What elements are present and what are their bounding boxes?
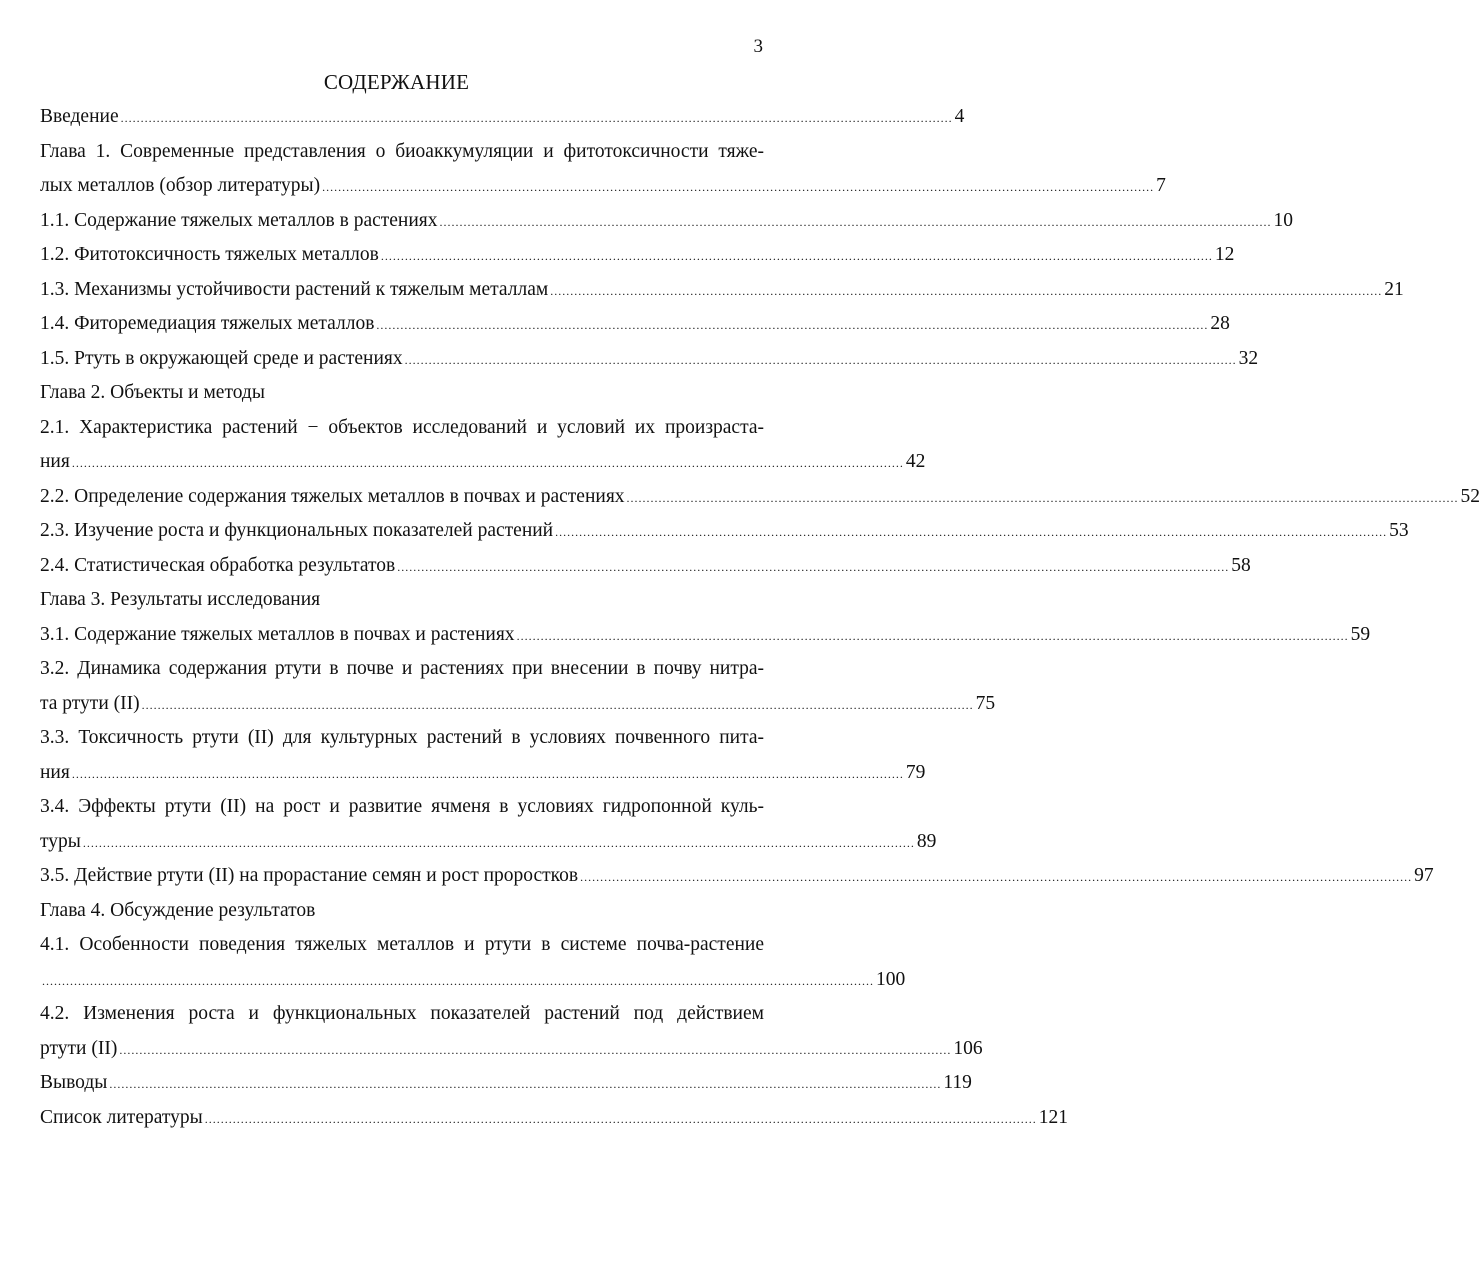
toc-entry-title-line1: Глава 1. Современные представления о биоаккумуляции и фитотоксичности тяже- [40, 140, 764, 162]
toc-entry-continuation [40, 169, 1166, 204]
toc-entry-title-line1: 4.2. Изменения роста и функциональных показателей растений под действием [40, 1003, 764, 1024]
toc-entry-title-line2: ния [40, 761, 70, 783]
toc-entry [40, 1101, 1068, 1136]
dot-leader: ................................................................................................................................................................................................................ [119, 1042, 952, 1057]
toc-entry-page: 53 [1389, 520, 1409, 541]
dot-leader: ................................................................................................................................................................................................................ [82, 835, 915, 850]
dot-leader: ................................................................................................................................................................................................................ [141, 697, 974, 712]
dot-leader: ................................................................................................................................................................................................................ [439, 214, 1272, 229]
dot-leader: ................................................................................................................................................................................................................ [555, 525, 1388, 539]
toc-entry-title-line1: 3.3. Токсичность ртути (II) для культурных растений в условиях почвенного пита- [40, 727, 764, 748]
toc-chapter-heading: Глава 2. Объекты и методы [40, 382, 265, 403]
toc-entry [40, 100, 965, 135]
toc-entry-page: 32 [1238, 347, 1259, 369]
toc-entry-continuation [40, 825, 937, 860]
dot-leader: ................................................................................................................................................................................................................ [516, 628, 1349, 643]
toc-entry [40, 618, 1371, 653]
toc-entry-title: 1.5. Ртуть в окружающей среде и растениях [40, 347, 403, 369]
toc-entry-page: 89 [916, 830, 937, 852]
toc-entry-title-line2: туры [40, 830, 81, 852]
toc-entry-continuation [40, 756, 926, 791]
dot-leader: ................................................................................................................................................................................................................ [322, 180, 1155, 194]
toc-entry [40, 204, 1294, 239]
toc-entry [40, 997, 764, 1032]
toc-entry-page: 12 [1214, 244, 1235, 265]
table-of-contents [40, 100, 1480, 1135]
toc-entry-title: Выводы [40, 1072, 108, 1093]
toc-entry-title: Список литературы [40, 1106, 203, 1128]
toc-chapter-heading: Глава 4. Обсуждение результатов [40, 899, 316, 921]
toc-entry-title: 1.3. Механизмы устойчивости растений к тяжелым металлам [40, 278, 549, 300]
toc-entry-title: Введение [40, 106, 119, 127]
toc-entry [40, 273, 1404, 308]
toc-entry-title-line1: 4.1. Особенности поведения тяжелых металлов и ртути в системе почва-растение [40, 934, 764, 955]
toc-entry-title: 1.1. Содержание тяжелых металлов в растениях [40, 209, 438, 231]
dot-leader: ................................................................................................................................................................................................................ [71, 456, 904, 470]
toc-entry [40, 135, 764, 170]
toc-entry [40, 1066, 972, 1101]
toc-entry-title: 3.1. Содержание тяжелых металлов в почвах и растениях [40, 623, 515, 645]
toc-entry-title-line2: ртути (II) [40, 1037, 118, 1059]
toc-entry [40, 549, 1251, 584]
toc-entry-page: 52 [1460, 485, 1480, 507]
toc-entry-page: 121 [1038, 1106, 1068, 1128]
dot-leader: ................................................................................................................................................................................................................ [404, 352, 1237, 367]
toc-entry [40, 307, 1230, 342]
toc-entry-continuation [40, 1032, 983, 1067]
toc-entry-page: 28 [1210, 313, 1230, 334]
dot-leader: ................................................................................................................................................................................................................ [580, 870, 1413, 884]
toc-entry-continuation [40, 687, 996, 722]
toc-chapter-heading: Глава 3. Результаты исследования [40, 589, 321, 610]
toc-entry [40, 652, 764, 687]
toc-entry-page: 106 [953, 1037, 983, 1059]
dot-leader: ................................................................................................................................................................................................................ [376, 318, 1209, 332]
dot-leader: ................................................................................................................................................................................................................ [120, 111, 953, 125]
page-title: СОДЕРЖАНИЕ [323, 70, 470, 94]
toc-entry [40, 859, 1434, 894]
toc-entry-title: 2.2. Определение содержания тяжелых металлов в почвах и растениях [40, 485, 625, 507]
toc-entry [40, 721, 764, 756]
toc-entry-title: 1.4. Фиторемедиация тяжелых металлов [40, 313, 375, 334]
toc-entry [40, 928, 764, 963]
toc-entry-title-line1: 3.4. Эффекты ртути (II) на рост и развитие ячменя в условиях гидропонной куль- [40, 796, 764, 817]
toc-entry-title: 2.4. Статистическая обработка результатов [40, 554, 396, 576]
dot-leader: ................................................................................................................................................................................................................ [109, 1077, 942, 1091]
toc-entry-page: 10 [1273, 209, 1294, 231]
toc-entry-continuation [40, 963, 906, 998]
toc-entry-title-line1: 2.1. Характеристика растений − объектов исследований и условий их произраста- [40, 416, 764, 438]
toc-entry [40, 514, 1409, 549]
dot-leader: ................................................................................................................................................................................................................ [550, 283, 1383, 298]
toc-entry-title-line2: ния [40, 451, 70, 472]
toc-entry-page: 21 [1384, 278, 1404, 300]
toc-entry [40, 342, 1259, 377]
toc-entry-page: 75 [975, 692, 996, 714]
toc-entry-title-line1: 3.2. Динамика содержания ртути в почве и растениях при внесении в почву нитра- [40, 658, 764, 679]
toc-entry [40, 238, 1235, 273]
toc-entry-page: 59 [1350, 623, 1371, 645]
dot-leader: ................................................................................................................................................................................................................ [397, 559, 1230, 574]
page-number: 3 [753, 36, 763, 57]
toc-entry-title: 1.2. Фитотоксичность тяжелых металлов [40, 244, 379, 265]
dot-leader: ................................................................................................................................................................................................................ [42, 973, 874, 988]
toc-entry [40, 480, 1480, 515]
toc-entry [40, 790, 764, 825]
dot-leader: ................................................................................................................................................................................................................ [204, 1111, 1037, 1126]
toc-entry-title-line2: та ртути (II) [40, 692, 140, 714]
toc-entry-page: 58 [1231, 554, 1251, 576]
dot-leader: ................................................................................................................................................................................................................ [71, 766, 904, 781]
toc-entry-title-line2: лых металлов (обзор литературы) [40, 175, 321, 196]
toc-entry-page: 97 [1414, 865, 1434, 886]
toc-entry-title: 3.5. Действие ртути (II) на прорастание семян и рост проростков [40, 865, 579, 886]
toc-entry-page: 119 [943, 1072, 972, 1093]
toc-entry-page: 100 [876, 968, 906, 990]
toc-entry [40, 411, 764, 446]
toc-entry-title: 2.3. Изучение роста и функциональных показателей растений [40, 520, 554, 541]
toc-entry-continuation [40, 445, 926, 480]
dot-leader: ................................................................................................................................................................................................................ [626, 490, 1459, 505]
dot-leader: ................................................................................................................................................................................................................ [380, 249, 1213, 263]
toc-entry-page: 7 [1156, 175, 1166, 196]
toc-entry-page: 79 [905, 761, 926, 783]
toc-entry-page: 42 [905, 451, 926, 472]
toc-entry-page: 4 [954, 106, 965, 127]
